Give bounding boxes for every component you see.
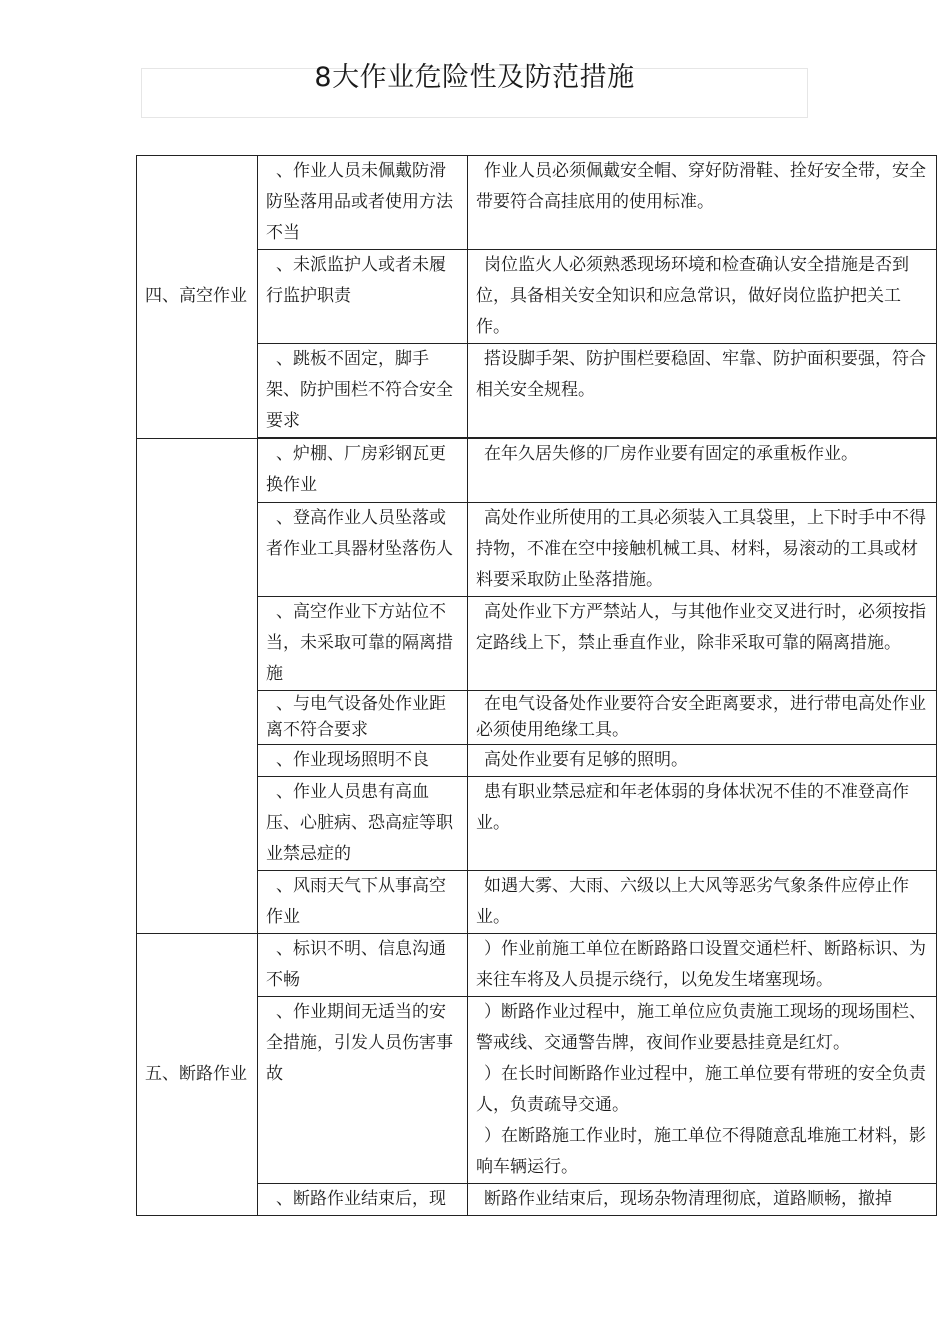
hazard-cell: 、断路作业结束后，现 bbox=[258, 1183, 468, 1215]
hazard-cell: 、炉棚、厂房彩钢瓦更换作业 bbox=[258, 438, 468, 502]
measure-text: 高处作业要有足够的照明。 bbox=[484, 749, 688, 770]
hazard-cell: 、跳板不固定，脚手架、防护围栏不符合安全要求 bbox=[258, 344, 468, 439]
measure-text: 患有职业禁忌症和年老体弱的身体状况不佳的不准登高作业。 bbox=[476, 781, 909, 833]
measure-text: 在年久居失修的厂房作业要有固定的承重板作业。 bbox=[484, 444, 858, 464]
measure-cell bbox=[468, 776, 937, 870]
hazard-cell: 、标识不明、信息沟通不畅 bbox=[258, 933, 468, 996]
measure-text: 如遇大雾、大雨、六级以上大风等恶劣气象条件应停止作业。 bbox=[476, 875, 909, 927]
measure-cell bbox=[468, 502, 937, 596]
measure-text: ）在断路施工作业时，施工单位不得随意乱堆施工材料，影响车辆运行。 bbox=[476, 1125, 926, 1177]
measure-text: 作业人员必须佩戴安全帽、穿好防滑鞋、拴好安全带，安全带要符合高挂底用的使用标准。 bbox=[476, 161, 926, 212]
hazard-cell: 、作业现场照明不良 bbox=[258, 744, 468, 776]
hazard-table bbox=[136, 155, 937, 1216]
hazard-cell: 、与电气设备处作业距离不符合要求 bbox=[258, 690, 468, 744]
hazard-cell: 、作业人员患有高血压、心脏病、恐高症等职业禁忌症的 bbox=[258, 776, 468, 870]
measure-text: ）作业前施工单位在断路路口设置交通栏杆、断路标识、为来往车将及人员提示绕行，以免发生堵塞现场。 bbox=[476, 938, 926, 990]
measure-cell bbox=[468, 344, 937, 439]
table-row bbox=[137, 933, 937, 996]
measure-text: 断路作业结束后，现场杂物清理彻底，道路顺畅，撤掉 bbox=[484, 1188, 892, 1209]
measure-cell bbox=[468, 870, 937, 933]
measure-cell bbox=[468, 690, 937, 744]
table-row bbox=[137, 438, 937, 502]
category-cell: 五、断路作业 bbox=[137, 933, 258, 1215]
hazard-cell: 、登高作业人员坠落或者作业工具器材坠落伤人 bbox=[258, 502, 468, 596]
measure-text: ）在长时间断路作业过程中，施工单位要有带班的安全负责人，负责疏导交通。 bbox=[476, 1063, 926, 1115]
hazard-cell: 、高空作业下方站位不当，未采取可靠的隔离措施 bbox=[258, 596, 468, 690]
measure-text: ）断路作业过程中，施工单位应负责施工现场的现场围栏、警戒线、交通警告牌，夜间作业要悬挂竟是红灯。 bbox=[476, 1001, 926, 1053]
measure-cell bbox=[468, 596, 937, 690]
hazard-cell: 、作业人员未佩戴防滑防坠落用品或者使用方法不当 bbox=[258, 156, 468, 250]
measure-cell bbox=[468, 156, 937, 250]
measure-cell bbox=[468, 250, 937, 344]
measure-text: 高处作业下方严禁站人，与其他作业交叉进行时，必须按指定路线上下，禁止垂直作业，除非采取可靠的隔离措施。 bbox=[476, 601, 926, 653]
measure-text: 在电气设备处作业要符合安全距离要求，进行带电高处作业必须使用绝缘工具。 bbox=[476, 693, 926, 740]
measure-cell bbox=[468, 744, 937, 776]
measure-cell bbox=[468, 996, 937, 1183]
measure-cell bbox=[468, 1183, 937, 1215]
measure-text: 岗位监火人必须熟悉现场环境和检查确认安全措施是否到位，具备相关安全知识和应急常识，做好岗位监护把关工作。 bbox=[476, 255, 909, 337]
hazard-cell: 、作业期间无适当的安全措施，引发人员伤害事故 bbox=[258, 996, 468, 1183]
hazard-cell: 、风雨天气下从事高空作业 bbox=[258, 870, 468, 933]
measure-text: 高处作业所使用的工具必须装入工具袋里，上下时手中不得持物，不准在空中接触机械工具、材料，易滚动的工具或材料要采取防止坠落措施。 bbox=[476, 507, 926, 590]
category-cell-continued bbox=[137, 438, 258, 933]
measure-cell bbox=[468, 438, 937, 502]
measure-text: 搭设脚手架、防护围栏要稳固、牢靠、防护面积要强，符合相关安全规程。 bbox=[476, 349, 926, 400]
hazard-cell: 、未派监护人或者未履行监护职责 bbox=[258, 250, 468, 344]
table-row bbox=[137, 156, 937, 250]
category-cell: 四、高空作业 bbox=[137, 156, 258, 439]
document-title: 8大作业危险性及防范措施 bbox=[314, 62, 635, 93]
measure-cell bbox=[468, 933, 937, 996]
